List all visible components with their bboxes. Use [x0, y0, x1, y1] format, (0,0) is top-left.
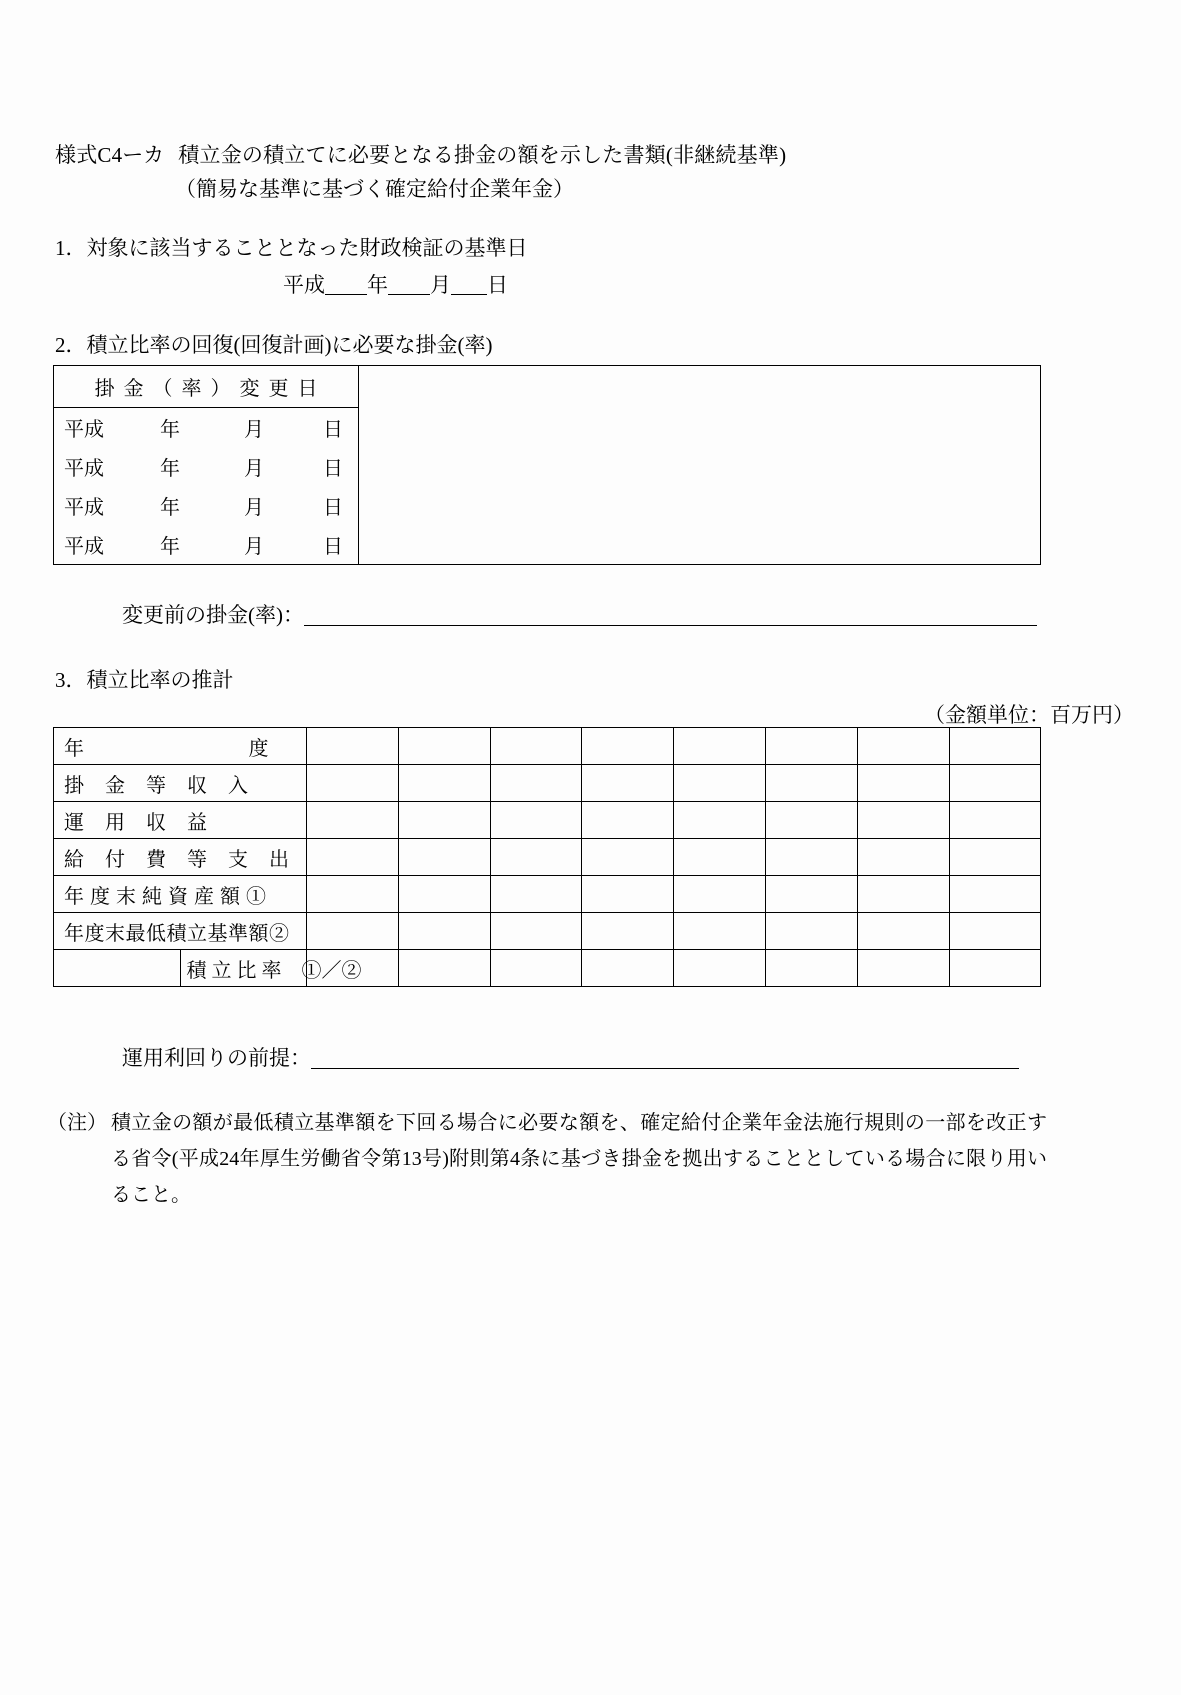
data-cell[interactable] — [490, 913, 582, 950]
data-cell[interactable] — [307, 802, 399, 839]
data-cell[interactable] — [398, 839, 490, 876]
row-era: 平成 — [64, 497, 104, 519]
contribution-change-date-table — [53, 365, 1041, 565]
amount-unit-note: （金額単位：百万円） — [924, 703, 1134, 727]
section-2-heading: 2．積立比率の回復(回復計画)に必要な掛金(率) — [55, 333, 493, 357]
data-cell[interactable] — [307, 876, 399, 913]
row-label-investment-income: 運 用 収 益 — [54, 802, 307, 839]
data-cell[interactable] — [307, 913, 399, 950]
data-cell[interactable] — [949, 802, 1041, 839]
footnote — [47, 1105, 1047, 1213]
table-row — [54, 802, 1041, 839]
data-cell[interactable] — [765, 765, 857, 802]
data-cell[interactable] — [307, 765, 399, 802]
contribution-change-date-column — [54, 366, 359, 564]
month-input[interactable] — [388, 275, 430, 295]
return-assumption-line — [122, 1043, 1019, 1073]
data-cell[interactable] — [490, 765, 582, 802]
data-cell[interactable] — [674, 839, 766, 876]
prior-contribution-line — [122, 600, 1037, 630]
month-label: 月 — [430, 273, 451, 297]
ratio-row-indent — [54, 950, 181, 987]
data-cell[interactable] — [949, 839, 1041, 876]
row-label-fiscal-year: 年 度 — [54, 728, 307, 765]
data-cell[interactable] — [857, 765, 949, 802]
data-cell[interactable] — [857, 950, 949, 987]
table-row — [54, 728, 1041, 765]
data-cell[interactable] — [949, 728, 1041, 765]
data-cell[interactable] — [582, 950, 674, 987]
data-cell[interactable] — [490, 950, 582, 987]
data-cell[interactable] — [582, 728, 674, 765]
row-label-contribution-income: 掛 金 等 収 入 — [54, 765, 307, 802]
row-month: 月 — [244, 497, 264, 519]
table-header-cell — [54, 366, 358, 408]
table-row[interactable] — [54, 525, 358, 564]
table-row — [54, 876, 1041, 913]
row-month: 月 — [244, 419, 264, 441]
row-day: 日 — [323, 536, 343, 558]
page-subtitle: （簡易な基準に基づく確定給付企業年金） — [175, 177, 574, 201]
year-input[interactable] — [325, 275, 367, 295]
data-cell[interactable] — [307, 839, 399, 876]
return-assumption-input[interactable] — [311, 1048, 1019, 1069]
data-cell[interactable] — [857, 728, 949, 765]
data-cell[interactable] — [674, 728, 766, 765]
funding-ratio-projection-table — [53, 727, 1041, 987]
table-row — [54, 839, 1041, 876]
data-cell[interactable] — [490, 839, 582, 876]
data-cell[interactable] — [398, 802, 490, 839]
title-line — [55, 138, 1055, 172]
row-era: 平成 — [64, 458, 104, 480]
data-cell[interactable] — [582, 876, 674, 913]
row-label-benefit-expenditure: 給 付 費 等 支 出 — [54, 839, 307, 876]
table-row[interactable] — [54, 486, 358, 525]
data-cell[interactable] — [765, 802, 857, 839]
criteria-date-line — [283, 270, 508, 300]
data-cell[interactable] — [398, 765, 490, 802]
row-year: 年 — [160, 458, 180, 480]
data-cell[interactable] — [765, 950, 857, 987]
data-cell[interactable] — [857, 876, 949, 913]
row-year: 年 — [160, 536, 180, 558]
data-cell[interactable] — [582, 765, 674, 802]
prior-contribution-label: 変更前の掛金(率)： — [122, 603, 304, 627]
row-label-minimum-funding-standard: 年度末最低積立基準額② — [54, 913, 307, 950]
section-1-heading: 1．対象に該当することとなった財政検証の基準日 — [55, 236, 528, 260]
data-cell[interactable] — [490, 802, 582, 839]
data-cell[interactable] — [674, 765, 766, 802]
footnote-text: 積立金の額が最低積立基準額を下回る場合に必要な額を、確定給付企業年金法施行規則の一部を改正する省令(平成24年厚生労働省令第13号)附則第4条に基づき掛金を拠出することとしている場合に限り用いること。 — [111, 1112, 1047, 1206]
row-year: 年 — [160, 497, 180, 519]
data-cell[interactable] — [398, 728, 490, 765]
data-cell[interactable] — [674, 950, 766, 987]
page-title: 積立金の積立てに必要となる掛金の額を示した書類(非継続基準) — [178, 143, 787, 167]
return-assumption-label: 運用利回りの前提： — [122, 1046, 311, 1070]
section-3-heading: 3．積立比率の推計 — [55, 668, 234, 692]
data-cell[interactable] — [949, 765, 1041, 802]
data-cell[interactable] — [398, 876, 490, 913]
data-cell[interactable] — [949, 913, 1041, 950]
day-input[interactable] — [451, 275, 487, 295]
row-day: 日 — [323, 419, 343, 441]
data-cell[interactable] — [490, 876, 582, 913]
table-row[interactable] — [54, 408, 358, 447]
row-label-year-end-net-assets: 年 度 末 純 資 産 額 ① — [54, 876, 307, 913]
row-day: 日 — [323, 497, 343, 519]
data-cell[interactable] — [490, 728, 582, 765]
data-cell[interactable] — [857, 802, 949, 839]
table-row — [54, 913, 1041, 950]
data-cell[interactable] — [674, 913, 766, 950]
day-label: 日 — [487, 273, 508, 297]
data-cell[interactable] — [674, 876, 766, 913]
data-cell[interactable] — [582, 802, 674, 839]
data-cell[interactable] — [582, 913, 674, 950]
data-cell[interactable] — [949, 950, 1041, 987]
form-code: 様式C4ーカ — [55, 143, 165, 167]
document-title-block — [55, 138, 1055, 206]
data-cell[interactable] — [307, 728, 399, 765]
row-era: 平成 — [64, 536, 104, 558]
data-cell[interactable] — [949, 876, 1041, 913]
data-cell[interactable] — [765, 839, 857, 876]
data-cell[interactable] — [765, 728, 857, 765]
row-label-funding-ratio: 積 立 比 率 ①／② — [180, 950, 307, 987]
data-cell[interactable] — [765, 876, 857, 913]
row-era: 平成 — [64, 419, 104, 441]
row-month: 月 — [244, 458, 264, 480]
row-day: 日 — [323, 458, 343, 480]
table-row — [54, 950, 1041, 987]
data-cell[interactable] — [857, 913, 949, 950]
data-cell[interactable] — [398, 913, 490, 950]
prior-contribution-input[interactable] — [304, 605, 1037, 626]
row-year: 年 — [160, 419, 180, 441]
row-month: 月 — [244, 536, 264, 558]
data-cell[interactable] — [582, 839, 674, 876]
table-row[interactable] — [54, 447, 358, 486]
table-row — [54, 765, 1041, 802]
table-header-label: 掛金（率）変更日 — [94, 378, 327, 400]
era-label: 平成 — [283, 273, 325, 297]
data-cell[interactable] — [857, 839, 949, 876]
data-cell[interactable] — [765, 913, 857, 950]
data-cell[interactable] — [674, 802, 766, 839]
data-cell[interactable] — [398, 950, 490, 987]
year-label: 年 — [367, 273, 388, 297]
footnote-mark: （注） — [47, 1112, 107, 1134]
